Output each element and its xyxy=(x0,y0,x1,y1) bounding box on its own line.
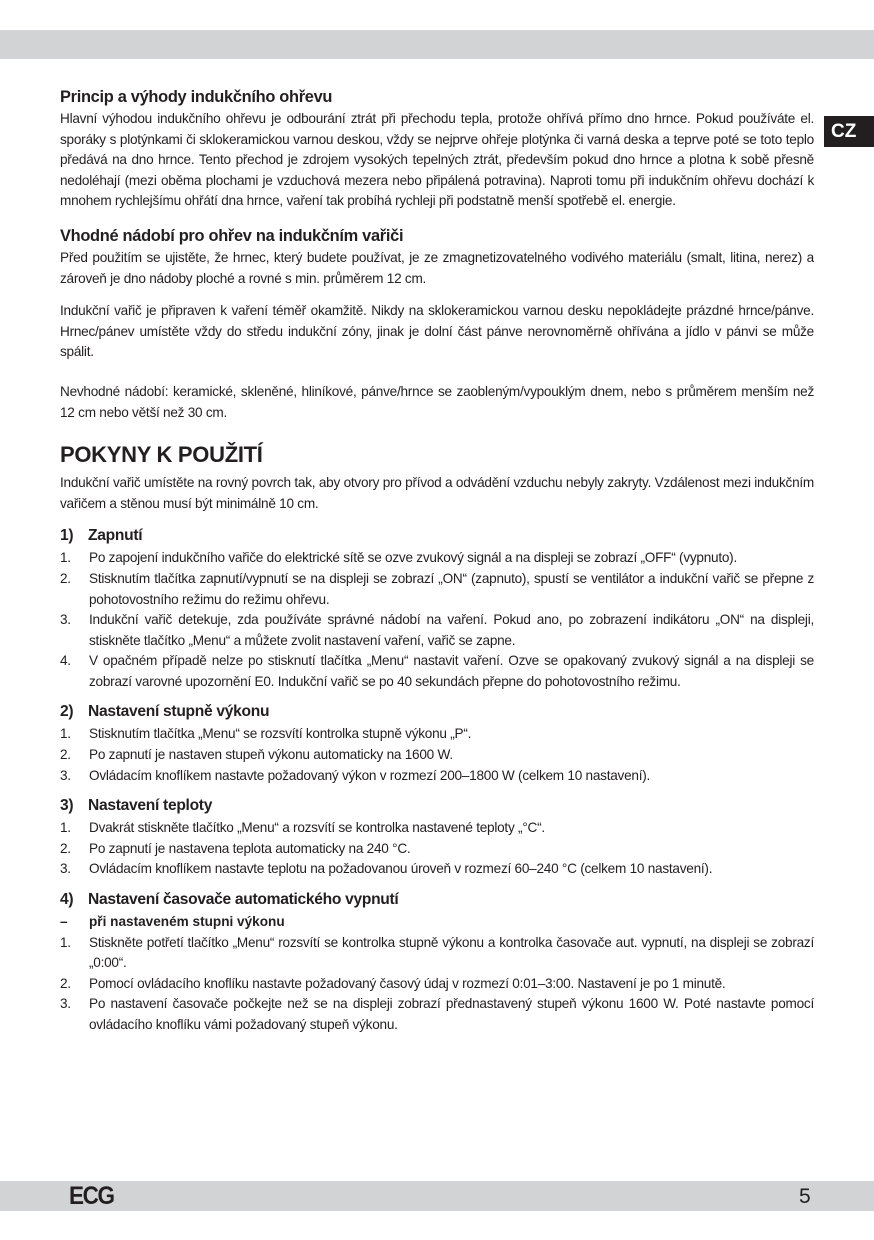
brand-logo: ECG xyxy=(69,1182,114,1210)
footer-bar xyxy=(0,1181,874,1211)
list-item: 2. Stisknutím tlačítka zapnutí/vypnutí se na displeji se zobrazí „ON“ (zapnuto), spustí se ventilátor a indukční vařič se přepne z pohotovostního režimu do režimu ohřevu. xyxy=(60,570,814,607)
section-title-cookware: Vhodné nádobí pro ohřev na indukčním vařiči xyxy=(60,226,404,245)
paragraph-usage-intro: Indukční vařič umístěte na rovný povrch tak, aby otvory pro přívod a odvádění vzduchu nebyly zakryty. Vzdálenost mezi indukčním vařičem a stěnou musí být minimálně 10 cm. xyxy=(60,475,814,511)
list-subsection-1 xyxy=(60,548,814,692)
list-item: 2. Po zapnutí je nastaven stupeň výkonu automaticky na 1600 W. xyxy=(60,747,453,763)
list-item: 1. Stisknutím tlačítka „Menu“ se rozsvítí kontrolka stupně výkonu „P“. xyxy=(60,726,472,742)
subsection-title-2: 2) Nastavení stupně výkonu xyxy=(60,703,270,721)
section-title-usage: POKYNY K POUŽITÍ xyxy=(60,442,263,468)
list-item: 3. Ovládacím knoflíkem nastavte teplotu na požadovanou úroveň v rozmezí 60–240 °C (celkem 10 nastavení). xyxy=(60,861,713,877)
list-subsection-3 xyxy=(60,818,814,880)
list-item: 1. Po zapojení indukčního vařiče do elektrické sítě se ozve zvukový signál a na displeji se zobrazí „OFF“ (vypnuto). xyxy=(60,550,737,566)
list-item: 3. Po nastavení časovače počkejte než se na displeji zobrazí přednastavený stupeň výkonu 1600 W. Poté nastavte pomocí ovládacího knoflíku vámi požadovaný stupeň výkonu. xyxy=(60,996,814,1032)
list-subsection-2 xyxy=(60,724,814,786)
language-tab: CZ xyxy=(824,116,874,147)
list-item: 3. Ovládacím knoflíkem nastavte požadovaný výkon v rozmezí 200–1800 W (celkem 10 nastavení). xyxy=(60,767,651,783)
header-bar xyxy=(0,30,874,59)
subsection-title-1: 1) Zapnutí xyxy=(60,527,143,545)
list-subsection-4 xyxy=(60,933,814,1036)
list-item: 2. Po zapnutí je nastavena teplota automaticky na 240 °C. xyxy=(60,840,411,856)
list-item: 1. Stiskněte potřetí tlačítko „Menu“ rozsvítí se kontrolka stupně výkonu a kontrolka časovače aut. vypnutí, na displeji se zobrazí „0:00“. xyxy=(60,934,814,971)
page-number: 5 xyxy=(799,1185,811,1208)
section-title-principle: Princip a výhody indukčního ohřevu xyxy=(60,88,333,106)
list-item: 2. Pomocí ovládacího knoflíku nastavte požadovaný časový údaj v rozmezí 0:01–3:00. Nastavení je po 1 minutě. xyxy=(60,975,726,991)
subsection-title-4: 4) Nastavení časovače automatického vypnutí xyxy=(60,891,399,909)
paragraph-cookware-2: Indukční vařič je připraven k vaření téměř okamžitě. Nikdy na sklokeramickou varnou desku nepokládejte prázdné hrnce/pánve. Hrnec/pánev umístěte vždy do středu indukční zóny, jinak je dolní část pánve nerovnoměrně ohřívána a jídlo v pánvi se může spálit. xyxy=(60,303,814,360)
sub-heading-power-level: – při nastaveném stupni výkonu xyxy=(60,914,285,930)
page-content xyxy=(60,85,814,1036)
paragraph-cookware-3: Nevhodné nádobí: keramické, skleněné, hliníkové, pánve/hrnce se zaobleným/vypouklým dnem, nebo s průměrem menším než 12 cm nebo větší než 30 cm. xyxy=(60,383,814,420)
list-item: 1. Dvakrát stiskněte tlačítko „Menu“ a rozsvítí se kontrolka nastavené teploty „°C“. xyxy=(60,820,545,836)
subsection-title-3: 3) Nastavení teploty xyxy=(60,797,213,815)
paragraph-principle: Hlavní výhodou indukčního ohřevu je odbourání ztrát při přechodu tepla, protože ohřívá přímo dno hrnce. Pokud používáte el. sporáky s plotýnkami či sklokeramickou varnou deskou, vždy se nejprve ohřeje plotýnka či varná deska a teprve poté se toto teplo předává na dno hrnce. Tento přechod je zdrojem vysokých tepelných ztrát, především pokud dno hrnce a plotna k sobě přesně nedoléhají (mezi oběma plochami je vzduchová mezera nebo připálená potravina). Naproti tomu při indukčním ohřevu dochází k mnohem rychlejšímu ohřátí dna hrnce, vaření tak probíhá rychleji při podstatně menší spotřebě el. energie. xyxy=(60,111,814,209)
paragraph-cookware-1: Před použitím se ujistěte, že hrnec, který budete používat, je ze zmagnetizovatelného vodivého materiálu (smalt, litina, nerez) a zároveň je dno nádoby ploché a rovné s min. průměrem 12 cm. xyxy=(60,249,814,286)
list-item: 3. Indukční vařič detekuje, zda používáte správné nádobí na vaření. Pokud ano, po zobrazení indikátoru „ON“ na displeji, stiskněte tlačítko „Menu“ a můžete zvolit nastavení vaření, vařič se zapne. xyxy=(60,612,814,648)
list-item: 4. V opačném případě nelze po stisknutí tlačítka „Menu“ nastavit vaření. Ozve se opakovaný zvukový signál a na displeji se zobrazí varovné upozornění E0. Indukční vařič se po 40 sekundách přepne do pohotovostního režimu. xyxy=(60,653,814,689)
